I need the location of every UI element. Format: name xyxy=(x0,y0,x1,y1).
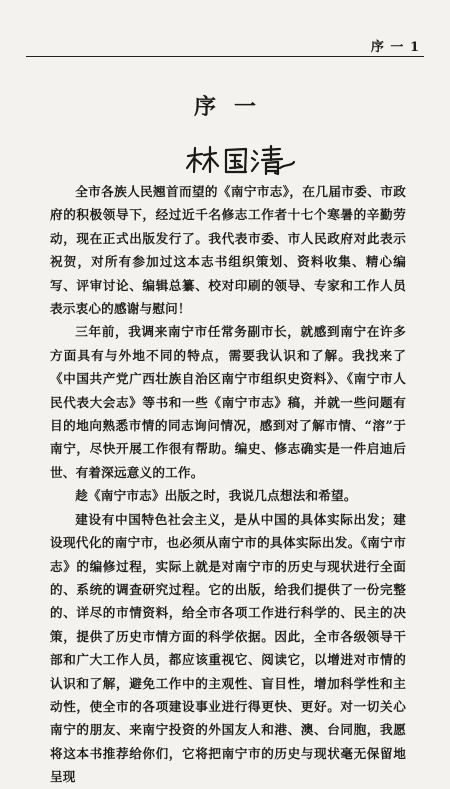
running-header xyxy=(26,36,424,57)
handwritten-signature xyxy=(180,144,300,178)
signature-image xyxy=(180,144,300,178)
paragraph-2: 三年前，我调来南宁市任常务副市长，就感到南宁在许多方面具有与外地不同的特点，需要我认识和了解。我找来了《中国共产党广西壮族自治区南宁市组织史资料》、《南宁市人民代表大会志》等书和一些《南宁市志》稿，并就一些问题有目的地向熟悉市情的同志询问情况，感到对了解市情、“溶”于南宁，尽快开展工作很有帮助。编史、修志确实是一件启迪后世、有着深远意义的工作。 xyxy=(50,324,406,480)
preface-body xyxy=(50,180,406,789)
running-header-text: 序 一 1 xyxy=(370,40,420,55)
paragraph-3: 趁《南宁市志》出版之时，我说几点想法和希望。 xyxy=(75,488,357,504)
paragraph-1: 全市各族人民翘首而望的《南宁市志》，在几届市委、市政府的积极领导下，经过近千名修志工作者十七个寒暑的辛勤劳动，现在正式出版发行了。我代表市委、市人民政府对此表示祝贺，对所有参加过这本志书组织策划、资料收集、精心编写、评审讨论、编辑总纂、校对印刷的领导、专家和工作人员表示衷心的感谢与慰问！ xyxy=(50,184,406,317)
paragraph-4: 建设有中国特色社会主义，是从中国的具体实际出发；建设现代化的南宁市，也必须从南宁市的具体实际出发。《南宁市志》的编修过程，实际上就是对南宁市的历史与现状进行全面的、系统的调查研究过程。它的出版，给我们提供了一份完整的、详尽的市情资料，给全市各项工作进行科学的、民主的决策，提供了历史市情方面的科学依据。因此，全市各级领导干部和广大工作人员，都应该重视它、阅读它，以增进对市情的认识和了解，避免工作中的主观性、盲目性，增加科学性和主动性，使全市的各项建设事业进行得更快、更好。对一切关心南宁的朋友、来南宁投资的外国友人和港、澳、台同胞，我愿将这本书推荐给你们，它将把南宁市的历史与现状毫无保留地呈现 xyxy=(50,511,406,785)
page-title: 序一 xyxy=(193,94,274,120)
